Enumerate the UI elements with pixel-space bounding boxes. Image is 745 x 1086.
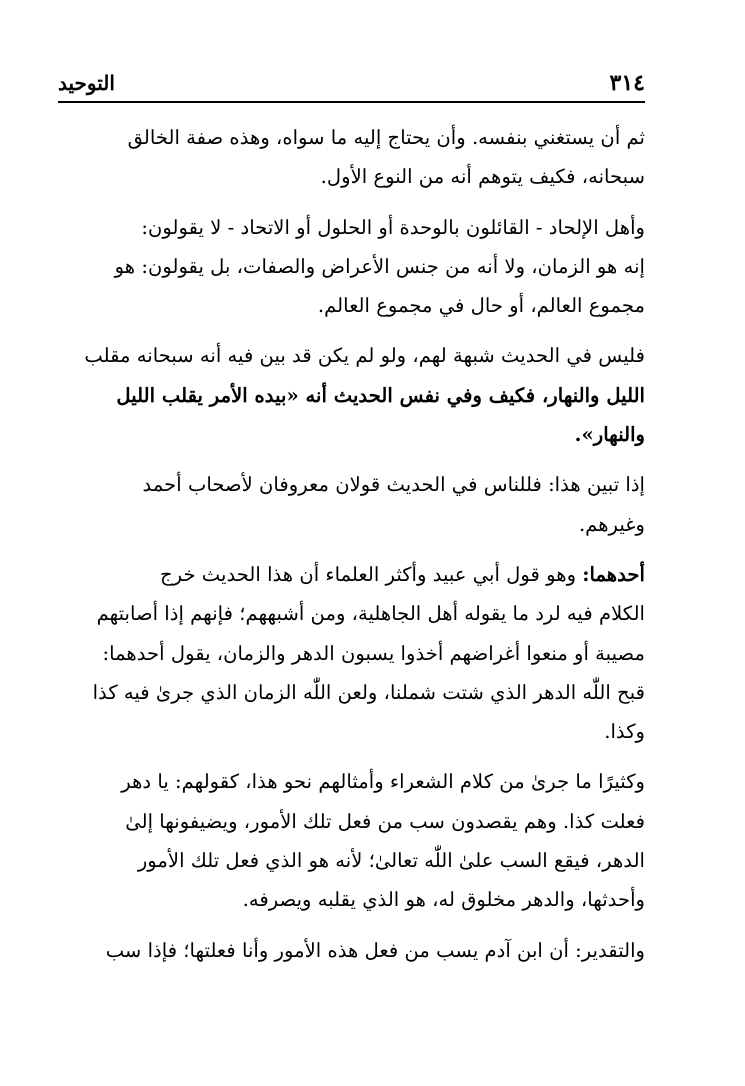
text-line: الدهر، فيقع السب علىٰ اللّٰه تعالىٰ؛ لأنه هو الذي فعل تلك الأمور [137,849,645,873]
lead-term: أحدهما: [582,562,645,586]
text-line: ثم أن يستغني بنفسه. وأن يحتاج إليه ما سواه، وهذه صفة الخالق [127,126,645,149]
text-line: الكلام فيه لرد ما يقوله أهل الجاهلية، ومن أشبههم؛ فإنهم إذا أصابتهم [96,602,645,626]
text-line: وغيرهم. [578,512,645,536]
text-line: إذا تبين هذا: فللناس في الحديث قولان معروفان لأصحاب أحمد [142,473,645,497]
text-line: وأهل الإلحاد - القائلون بالوحدة أو الحلول أو الاتحاد - لا يقولون: [141,215,645,239]
text-line: سبحانه، فكيف يتوهم أنه من النوع الأول. [320,165,645,189]
paragraph [58,762,645,919]
page-body [58,118,645,981]
text-line: والنهار». [574,423,645,447]
paragraph [58,555,645,751]
text-line: مصيبة أو منعوا أغراضهم أخذوا يسبون الدهر والزمان، يقول أحدهما: [102,641,645,665]
page-number: ٣١٤ [609,70,645,96]
text-line: وكثيرًا ما جرىٰ من كلام الشعراء وأمثالهم نحو هذا، كقولهم: يا دهر [121,770,645,794]
text-line: إنه هو الزمان، ولا أنه من جنس الأعراض والصفات، بل يقولون: هو [114,254,645,278]
paragraph [58,118,645,197]
text-line: وأحدثها، والدهر مخلوق له، هو الذي يقلبه ويصرفه. [242,888,645,912]
text-line: الليل والنهار، فكيف وفي نفس الحديث أنه «بيده الأمر يقلب الليل [116,383,645,407]
paragraph [58,336,645,454]
header-divider [58,101,645,103]
text-line: فليس في الحديث شبهة لهم، ولو لم يكن قد بين فيه أنه سبحانه مقلب [84,344,645,368]
paragraph [58,208,645,326]
text-line [58,555,645,594]
running-title: التوحيد [58,71,115,95]
text-line: فعلت كذا. وهم يقصدون سب من فعل تلك الأمور، ويضيفونها إلىٰ [125,809,645,833]
paragraph [58,931,645,970]
text-run: وهو قول أبي عبيد وأكثر العلماء أن هذا الحديث خرج [160,562,583,586]
text-line: والتقدير: أن ابن آدم يسب من فعل هذه الأمور وأنا فعلتها؛ فإذا سب [105,938,645,962]
text-line: قبح اللّٰه الدهر الذي شتت شملنا، ولعن اللّٰه الزمان الذي جرىٰ فيه كذا [92,680,645,704]
paragraph [58,465,645,544]
page-header [58,62,645,98]
text-line: مجموع العالم، أو حال في مجموع العالم. [317,294,645,318]
text-line: وكذا. [604,720,645,744]
